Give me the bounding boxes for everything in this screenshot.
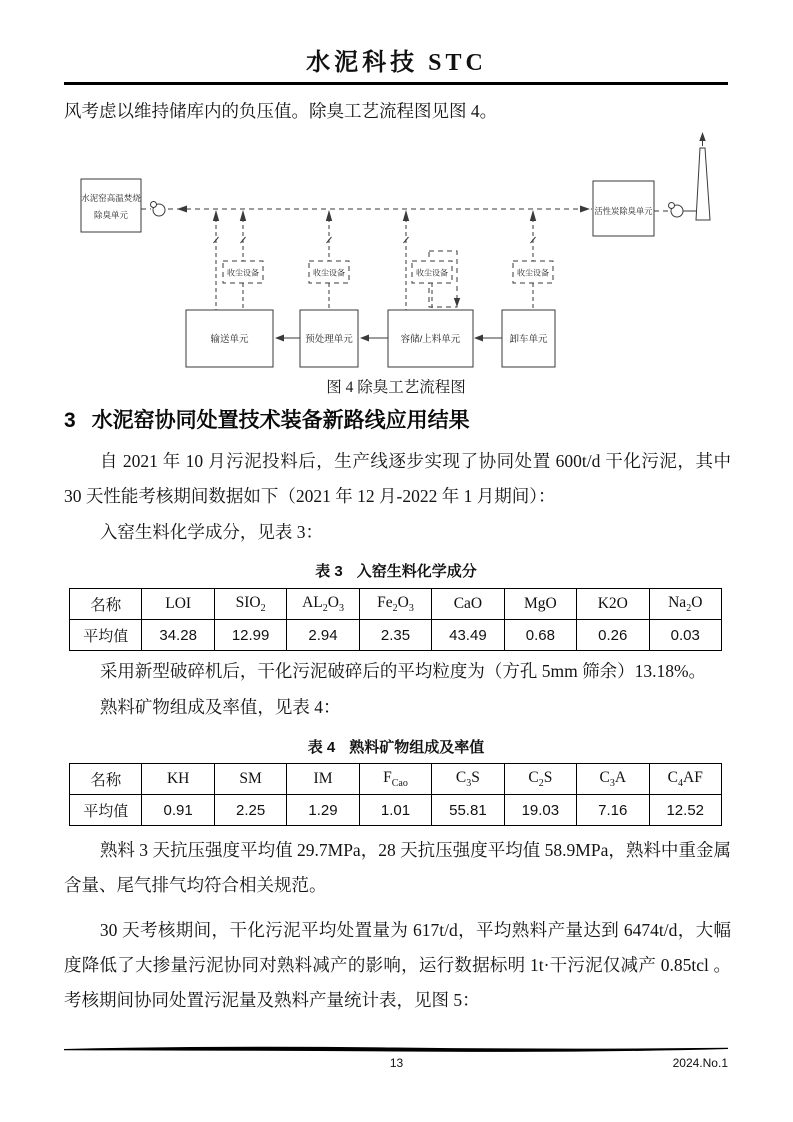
table-4-header-cell: $C_3A$ <box>577 764 649 795</box>
unload-unit-label: 卸车单元 <box>509 334 548 345</box>
duct-arrow-left <box>177 206 187 213</box>
table-4-header-cell: KH <box>142 764 214 795</box>
intro-paragraph: 风考虑以维持储库内的负压值。除臭工艺流程图见图 4。 <box>64 101 498 121</box>
figure-4-diagram <box>60 128 730 375</box>
table-3-header-cell: K2O <box>577 589 649 620</box>
section-number: 3 <box>64 409 76 432</box>
table-3-header-cell: $Fe_2O_3$ <box>359 589 431 620</box>
table-4-header-cell: $F_{Cao}$ <box>359 764 431 795</box>
kiln-unit-box <box>81 179 141 232</box>
table-3-header-cell: LOI <box>142 589 214 620</box>
paragraph-strength: 熟料 3 天抗压强度平均值 29.7MPa，28 天抗压强度平均值 58.9MPa，熟料中重金属含量、尾气排气均符合相关规范。 <box>64 840 731 895</box>
carbon-unit-label: 活性炭除臭单元 <box>594 206 653 216</box>
table-4-value-cell: 7.16 <box>577 795 649 826</box>
table-3-value-cell: 0.03 <box>649 620 722 651</box>
duct-arrow-right <box>580 206 590 213</box>
dust-collector-label-2: 收尘设备 <box>313 268 345 278</box>
table-4-value-cell: 55.81 <box>432 795 504 826</box>
table-3-header-cell: CaO <box>432 589 504 620</box>
paragraph-crusher: 采用新型破碎机后，干化污泥破碎后的平均粒度为（方孔 5mm 筛余）13.18%。 <box>99 661 707 681</box>
table-4-value-cell: 19.03 <box>504 795 576 826</box>
journal-title: 水泥科技 STC <box>306 50 487 76</box>
table-4-caption <box>64 736 728 757</box>
riser-arrowheads <box>213 210 536 307</box>
fan-icon-right <box>669 203 684 218</box>
riser-lines <box>216 211 533 310</box>
table-4-value-row <box>70 795 722 826</box>
stack-icon <box>696 148 710 220</box>
riser-ticks <box>214 237 536 243</box>
dust-collector-label-1: 收尘设备 <box>227 268 259 278</box>
table-4-row-label: 平均值 <box>70 795 142 826</box>
table-3-value-cell: 43.49 <box>432 620 504 651</box>
table-3-value-cell: 2.94 <box>287 620 359 651</box>
table-4-caption-label: 表 4 <box>307 739 336 756</box>
table-3-value-cell: 2.35 <box>359 620 431 651</box>
paragraph-table3-intro: 入窑生料化学成分，见表 3： <box>99 522 323 542</box>
paragraph-assessment: 30 天考核期间，干化污泥平均处置量为 617t/d，平均熟料产量达到 6474t/d，大幅度降低了大掺量污泥协同对熟料减产的影响，运行数据标明 1t·干污泥仅减产 0.85tcl 。考核期间协同处置污泥量及熟料产量统计表，见图 5： <box>64 920 731 1010</box>
table-4-header-cell: 名称 <box>70 764 142 795</box>
table-4-caption-title: 熟料矿物组成及率值 <box>349 739 485 756</box>
kiln-unit-label-line2: 除臭单元 <box>93 210 129 220</box>
table-3-row-label: 平均值 <box>70 620 142 651</box>
dust-collector-label-3: 收尘设备 <box>416 268 448 278</box>
table-3-value-cell: 12.99 <box>214 620 286 651</box>
kiln-unit-label-line1: 水泥窑高温焚烧 <box>81 193 141 203</box>
table-3-value-row <box>70 620 722 651</box>
table-3-header-cell: 名称 <box>70 589 142 620</box>
paragraph-table4-intro: 熟料矿物组成及率值，见表 4： <box>99 697 341 717</box>
table-4-value-cell: 12.52 <box>649 795 722 826</box>
table-3-value-cell: 0.26 <box>577 620 649 651</box>
table-3-value-cell: 0.68 <box>504 620 576 651</box>
table-4-header-row <box>70 764 722 795</box>
header-rule <box>64 82 728 85</box>
table-3-header-cell: MgO <box>504 589 576 620</box>
table-4-header-cell: $C_3S$ <box>432 764 504 795</box>
pretreat-unit-label: 预处理单元 <box>305 334 353 345</box>
issue-number: 2024.No.1 <box>672 1056 728 1070</box>
footer-rule <box>64 1043 728 1055</box>
table-4-header-cell: SM <box>214 764 286 795</box>
page-number: 13 <box>389 1056 404 1070</box>
fan-icon-left <box>151 202 166 217</box>
table-3-caption-title: 入窑生料化学成分 <box>356 563 477 580</box>
table-4-value-cell: 1.29 <box>287 795 359 826</box>
table-4-value-cell: 1.01 <box>359 795 431 826</box>
paragraph-overview: 自 2021 年 10 月污泥投料后，生产线逐步实现了协同处置 600t/d 干化污泥，其中 30 天性能考核期间数据如下（2021 年 12 月-2022 年 1 月期间）： <box>64 451 731 506</box>
table-3-value-cell: 34.28 <box>142 620 214 651</box>
table-4-header-cell: IM <box>287 764 359 795</box>
table-3-header-cell: $Na_2O$ <box>649 589 722 620</box>
figure-4-caption: 图 4 除臭工艺流程图 <box>326 379 466 396</box>
table-4-header-cell: $C_2S$ <box>504 764 576 795</box>
table-3-caption-label: 表 3 <box>315 563 343 580</box>
table-4 <box>69 763 722 826</box>
section-3-heading <box>64 404 744 434</box>
storage-unit-label: 容储/上料单元 <box>400 334 461 345</box>
table-3-header-cell: $SIO_2$ <box>214 589 286 620</box>
table-3-header-cell: $AL_2O_3$ <box>287 589 359 620</box>
convey-unit-label: 输送单元 <box>210 334 249 345</box>
table-3 <box>69 588 722 651</box>
table-4-value-cell: 0.91 <box>142 795 214 826</box>
table-3-caption <box>64 560 728 581</box>
stack-exhaust-arrow <box>699 132 705 141</box>
section-title: 水泥窑协同处置技术装备新路线应用结果 <box>91 409 470 432</box>
table-4-value-cell: 2.25 <box>214 795 286 826</box>
table-3-header-row <box>70 589 722 620</box>
dust-collector-label-4: 收尘设备 <box>517 268 549 278</box>
table-4-header-cell: $C_4AF$ <box>649 764 722 795</box>
